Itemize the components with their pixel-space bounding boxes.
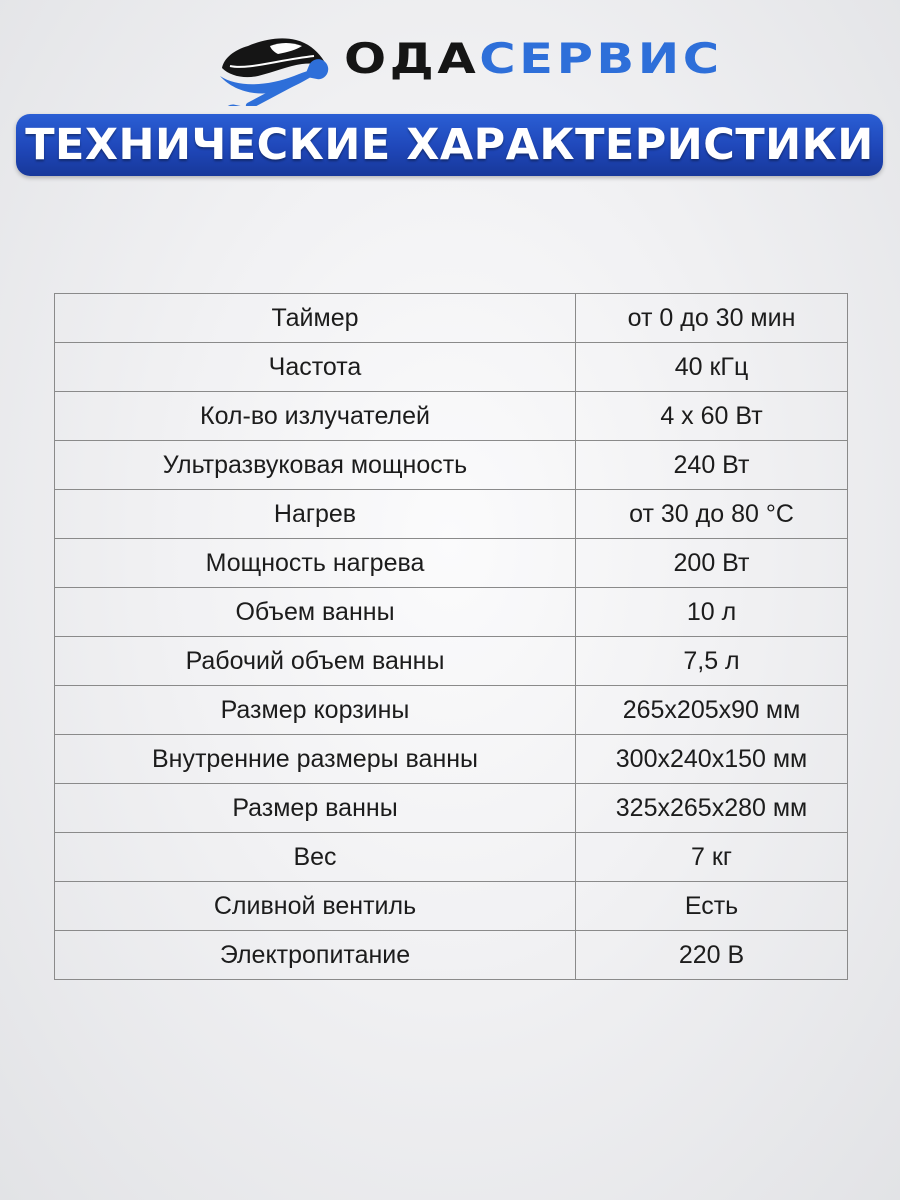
brand-logo bbox=[218, 30, 723, 106]
table-row bbox=[55, 490, 848, 539]
brand-name-part1: ОДА bbox=[344, 34, 480, 83]
title-banner bbox=[16, 114, 883, 176]
spec-value: 7,5 л bbox=[576, 637, 848, 686]
spec-value: 240 Вт bbox=[576, 441, 848, 490]
table-row bbox=[55, 784, 848, 833]
table-row bbox=[55, 735, 848, 784]
table-row bbox=[55, 343, 848, 392]
table-row bbox=[55, 637, 848, 686]
spec-value: 220 В bbox=[576, 931, 848, 980]
spec-value: Есть bbox=[576, 882, 848, 931]
spec-value: 10 л bbox=[576, 588, 848, 637]
specs-table-body bbox=[55, 294, 848, 980]
spec-param: Частота bbox=[55, 343, 576, 392]
table-row bbox=[55, 539, 848, 588]
spec-value: 40 кГц bbox=[576, 343, 848, 392]
specs-table bbox=[54, 293, 848, 980]
table-row bbox=[55, 392, 848, 441]
table-row bbox=[55, 588, 848, 637]
spec-param: Кол-во излучателей bbox=[55, 392, 576, 441]
spec-param: Размер ванны bbox=[55, 784, 576, 833]
spec-param: Объем ванны bbox=[55, 588, 576, 637]
car-wrench-icon bbox=[218, 30, 332, 106]
table-row bbox=[55, 294, 848, 343]
spec-param: Нагрев bbox=[55, 490, 576, 539]
spec-value: 265х205х90 мм bbox=[576, 686, 848, 735]
brand-name bbox=[344, 34, 723, 84]
spec-param: Размер корзины bbox=[55, 686, 576, 735]
spec-param: Внутренние размеры ванны bbox=[55, 735, 576, 784]
table-row bbox=[55, 441, 848, 490]
table-row bbox=[55, 931, 848, 980]
spec-value: от 0 до 30 мин bbox=[576, 294, 848, 343]
brand-name-part2: СЕРВИС bbox=[479, 34, 723, 83]
spec-value: 300х240х150 мм bbox=[576, 735, 848, 784]
spec-value: 4 х 60 Вт bbox=[576, 392, 848, 441]
table-row bbox=[55, 686, 848, 735]
spec-value: от 30 до 80 °С bbox=[576, 490, 848, 539]
spec-param: Вес bbox=[55, 833, 576, 882]
page-title: ТЕХНИЧЕСКИЕ ХАРАКТЕРИСТИКИ bbox=[25, 120, 874, 170]
spec-param: Ультразвуковая мощность bbox=[55, 441, 576, 490]
spec-value: 200 Вт bbox=[576, 539, 848, 588]
spec-param: Электропитание bbox=[55, 931, 576, 980]
spec-value: 325х265х280 мм bbox=[576, 784, 848, 833]
spec-param: Сливной вентиль bbox=[55, 882, 576, 931]
spec-param: Мощность нагрева bbox=[55, 539, 576, 588]
spec-param: Рабочий объем ванны bbox=[55, 637, 576, 686]
table-row bbox=[55, 882, 848, 931]
spec-param: Таймер bbox=[55, 294, 576, 343]
table-row bbox=[55, 833, 848, 882]
spec-value: 7 кг bbox=[576, 833, 848, 882]
